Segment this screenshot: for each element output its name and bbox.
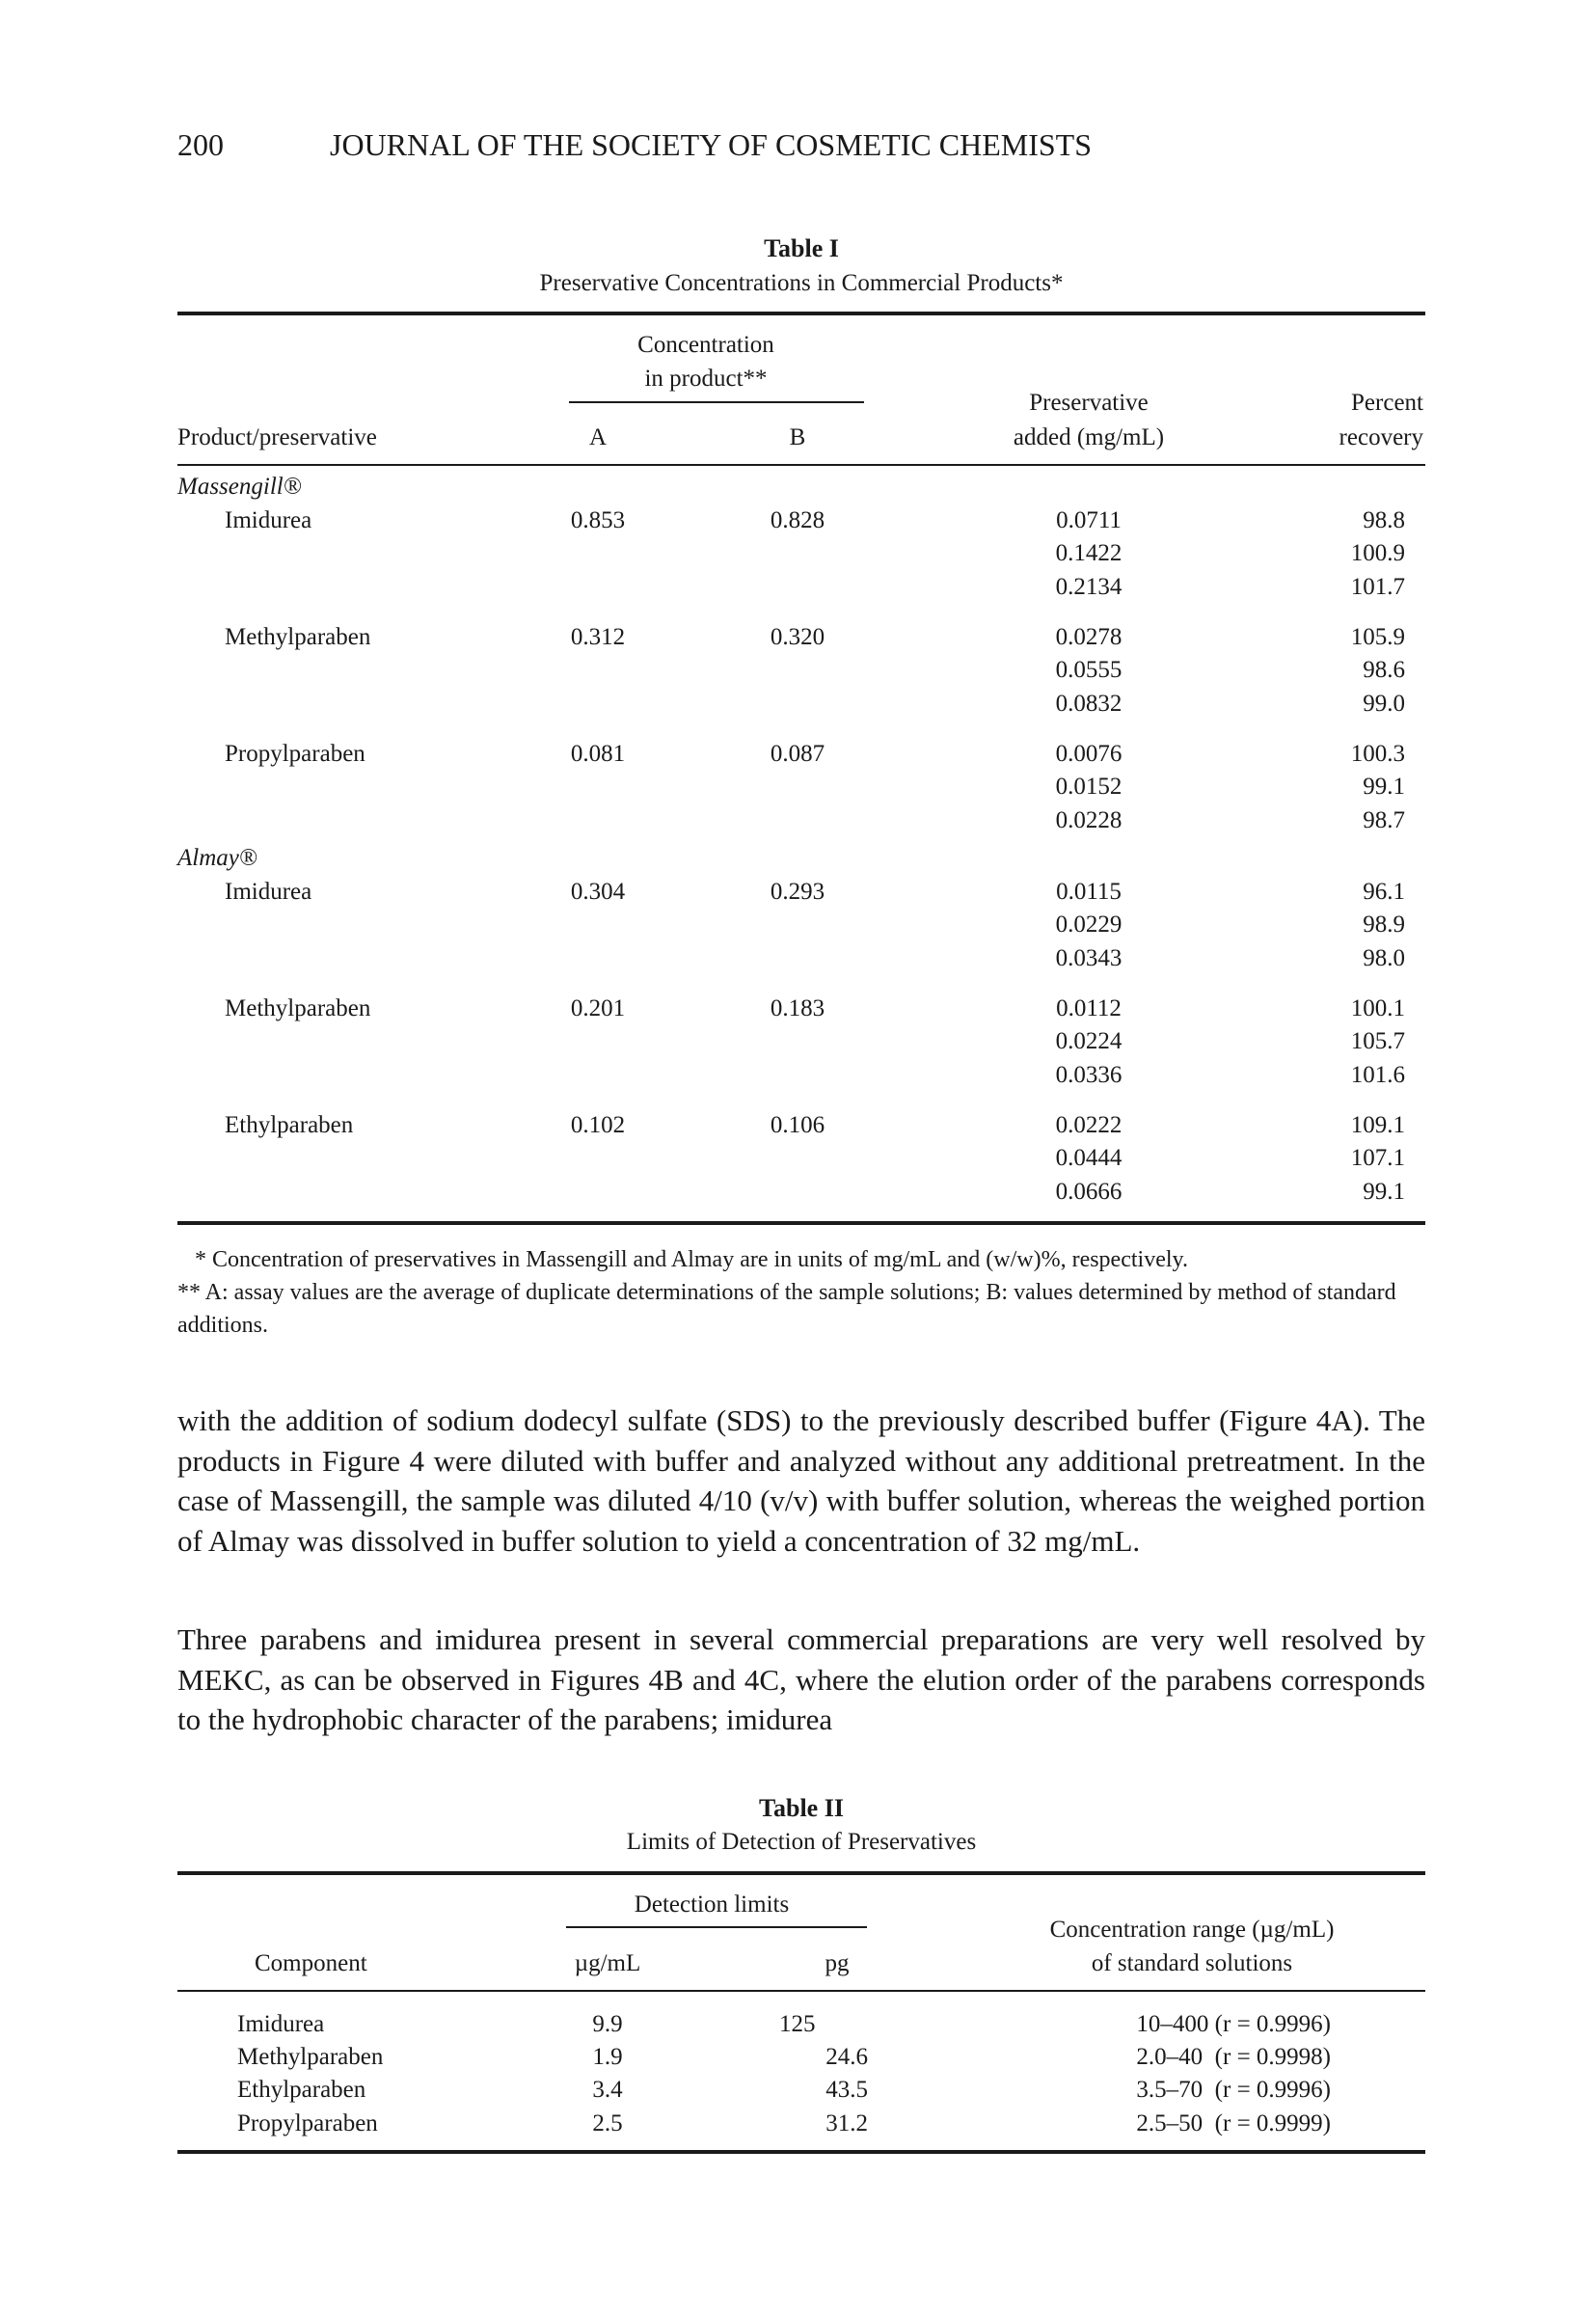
table1-group-rule bbox=[569, 401, 864, 403]
preservative-added-value: 0.0115 bbox=[1056, 878, 1122, 905]
table2-header-detection: Detection limits bbox=[634, 1891, 790, 1918]
conc-a-value: 0.201 bbox=[570, 994, 626, 1021]
preservative-added-value: 0.0222 bbox=[1055, 1111, 1123, 1138]
detection-ugml-value: 1.9 bbox=[592, 2044, 623, 2071]
preservative-added-value: 0.0343 bbox=[1055, 944, 1123, 971]
preservative-name: Methylparaben bbox=[225, 994, 371, 1021]
conc-a-value: 0.102 bbox=[570, 1111, 626, 1138]
component-name: Ethylparaben bbox=[237, 2077, 366, 2104]
table1-subtitle: Preservative Concentrations in Commercial Products* bbox=[539, 270, 1064, 296]
concentration-range-value: 2.5–50 (r = 0.9999) bbox=[1136, 2109, 1331, 2136]
preservative-added-value: 0.0555 bbox=[1055, 657, 1123, 683]
conc-b-value: 0.320 bbox=[770, 623, 825, 650]
preservative-added-value: 0.0224 bbox=[1055, 1028, 1123, 1055]
concentration-range-value: 3.5–70 (r = 0.9996) bbox=[1136, 2077, 1331, 2104]
preservative-added-value: 0.0278 bbox=[1055, 623, 1123, 650]
table1-header-product: Product/preservative bbox=[177, 424, 377, 450]
preservative-name: Imidurea bbox=[225, 506, 312, 533]
percent-recovery-value: 100.3 bbox=[1350, 740, 1405, 767]
conc-b-value: 0.087 bbox=[770, 740, 825, 767]
percent-recovery-value: 105.9 bbox=[1350, 623, 1405, 650]
detection-pg-value: 43.5 bbox=[825, 2077, 868, 2104]
body-paragraph-1: with the addition of sodium dodecyl sulfate (SDS) to the previously described buffer (Figure 4A). The products in Figure 4 were diluted with buffer and analyzed without any additional pretreatment. In the case of Massengill, the sample was diluted 4/10 (v/v) with buffer solution, whereas the weighed portion of Almay was dissolved in buffer solution to yield a concentration of 32 mg/mL. bbox=[177, 1403, 1425, 1558]
conc-a-value: 0.312 bbox=[570, 623, 626, 650]
table2-header-component: Component bbox=[255, 1950, 367, 1976]
detection-ugml-value: 3.4 bbox=[592, 2077, 623, 2104]
percent-recovery-value: 100.9 bbox=[1350, 540, 1405, 566]
table1-header-a: A bbox=[588, 424, 608, 450]
conc-a-value: 0.304 bbox=[570, 878, 626, 905]
table2-header-ugml: µg/mL bbox=[574, 1950, 641, 1976]
table2-bottom-rule bbox=[177, 2150, 1425, 2154]
body-paragraph-2: Three parabens and imidurea present in several commercial preparations are very well resolved by MEKC, as can be observed in Figures 4B and 4C, where the elution order of the parabens corresponds to the hydrophobic character of the parabens; imidurea bbox=[177, 1622, 1425, 1736]
preservative-added-value: 0.0666 bbox=[1055, 1178, 1123, 1205]
percent-recovery-value: 99.0 bbox=[1363, 690, 1405, 717]
preservative-added-value: 0.1422 bbox=[1055, 540, 1123, 566]
percent-recovery-value: 99.1 bbox=[1363, 774, 1405, 800]
percent-recovery-value: 98.6 bbox=[1363, 657, 1405, 683]
preservative-name: Ethylparaben bbox=[225, 1111, 354, 1138]
running-header bbox=[177, 127, 1092, 163]
product-group-label: Massengill® bbox=[177, 474, 302, 500]
percent-recovery-value: 100.1 bbox=[1350, 994, 1405, 1021]
detection-ugml-value: 9.9 bbox=[592, 2011, 623, 2037]
table1-header-added-line1: Preservative bbox=[1029, 390, 1149, 416]
conc-b-value: 0.828 bbox=[770, 506, 825, 533]
journal-title: JOURNAL OF THE SOCIETY OF COSMETIC CHEMISTS bbox=[330, 127, 1092, 162]
percent-recovery-value: 101.7 bbox=[1350, 573, 1405, 600]
preservative-added-value: 0.0112 bbox=[1056, 994, 1122, 1021]
percent-recovery-value: 96.1 bbox=[1363, 878, 1405, 905]
table1-header-added-line2: added (mg/mL) bbox=[1013, 424, 1165, 450]
percent-recovery-value: 101.6 bbox=[1350, 1061, 1405, 1088]
preservative-name: Methylparaben bbox=[225, 623, 371, 650]
preservative-added-value: 0.0711 bbox=[1056, 506, 1122, 533]
preservative-added-value: 0.0336 bbox=[1055, 1061, 1123, 1088]
component-name: Propylparaben bbox=[237, 2109, 378, 2136]
table1-bottom-rule bbox=[177, 1221, 1425, 1225]
percent-recovery-value: 99.1 bbox=[1363, 1178, 1405, 1205]
percent-recovery-value: 98.7 bbox=[1363, 806, 1405, 833]
table2-subtitle: Limits of Detection of Preservatives bbox=[626, 1829, 977, 1855]
preservative-name: Imidurea bbox=[225, 878, 312, 905]
preservative-added-value: 0.0444 bbox=[1055, 1145, 1123, 1172]
percent-recovery-value: 107.1 bbox=[1350, 1145, 1405, 1172]
table1-footnote-2: ** A: assay values are the average of duplicate determinations of the sample solutions; B: values determined by method of standard additions. bbox=[177, 1280, 1396, 1338]
table2-header-range-line2: of standard solutions bbox=[1091, 1950, 1293, 1976]
detection-pg-value: 24.6 bbox=[825, 2044, 868, 2071]
table2-header-rule bbox=[177, 1990, 1425, 1992]
percent-recovery-value: 109.1 bbox=[1350, 1111, 1405, 1138]
conc-b-value: 0.106 bbox=[770, 1111, 825, 1138]
table1-footnote-1: * Concentration of preservatives in Massengill and Almay are in units of mg/mL and (w/w)%, respectively. bbox=[195, 1247, 1188, 1272]
table1-header-conc-line1: Concentration bbox=[637, 332, 774, 358]
preservative-added-value: 0.0152 bbox=[1055, 774, 1123, 800]
detection-pg-value: 125 bbox=[779, 2011, 816, 2037]
conc-a-value: 0.081 bbox=[570, 740, 626, 767]
percent-recovery-value: 98.9 bbox=[1363, 912, 1405, 939]
table1-top-rule bbox=[177, 312, 1425, 315]
table1-header-conc-line2: in product** bbox=[644, 366, 768, 392]
detection-ugml-value: 2.5 bbox=[592, 2109, 623, 2136]
table2-header-pg: pg bbox=[825, 1950, 850, 1976]
detection-pg-value: 31.2 bbox=[825, 2109, 868, 2136]
table1-header-b: B bbox=[789, 424, 806, 450]
preservative-added-value: 0.0228 bbox=[1055, 806, 1123, 833]
product-group-label: Almay® bbox=[177, 845, 257, 872]
table1-header-recovery-line2: recovery bbox=[1339, 424, 1423, 450]
table2-title: Table II bbox=[759, 1794, 844, 1822]
preservative-added-value: 0.0832 bbox=[1055, 690, 1123, 717]
conc-b-value: 0.183 bbox=[770, 994, 825, 1021]
percent-recovery-value: 98.8 bbox=[1363, 506, 1405, 533]
concentration-range-value: 10–400 (r = 0.9996) bbox=[1136, 2011, 1331, 2037]
preservative-added-value: 0.0229 bbox=[1055, 912, 1123, 939]
percent-recovery-value: 98.0 bbox=[1363, 944, 1405, 971]
component-name: Methylparaben bbox=[237, 2044, 384, 2071]
table1-header-rule bbox=[177, 464, 1425, 466]
conc-a-value: 0.853 bbox=[570, 506, 626, 533]
page-number: 200 bbox=[177, 127, 224, 162]
percent-recovery-value: 105.7 bbox=[1350, 1028, 1405, 1055]
conc-b-value: 0.293 bbox=[770, 878, 825, 905]
table2-header-range-line1: Concentration range (µg/mL) bbox=[1049, 1917, 1335, 1943]
preservative-added-value: 0.2134 bbox=[1055, 573, 1123, 600]
preservative-name: Propylparaben bbox=[225, 740, 365, 767]
preservative-added-value: 0.0076 bbox=[1055, 740, 1123, 767]
table2-group-rule bbox=[566, 1926, 867, 1928]
component-name: Imidurea bbox=[237, 2011, 325, 2037]
table1-header-recovery-line1: Percent bbox=[1351, 390, 1423, 416]
table1-title: Table I bbox=[764, 234, 839, 262]
concentration-range-value: 2.0–40 (r = 0.9998) bbox=[1136, 2044, 1331, 2071]
table2-top-rule bbox=[177, 1871, 1425, 1875]
